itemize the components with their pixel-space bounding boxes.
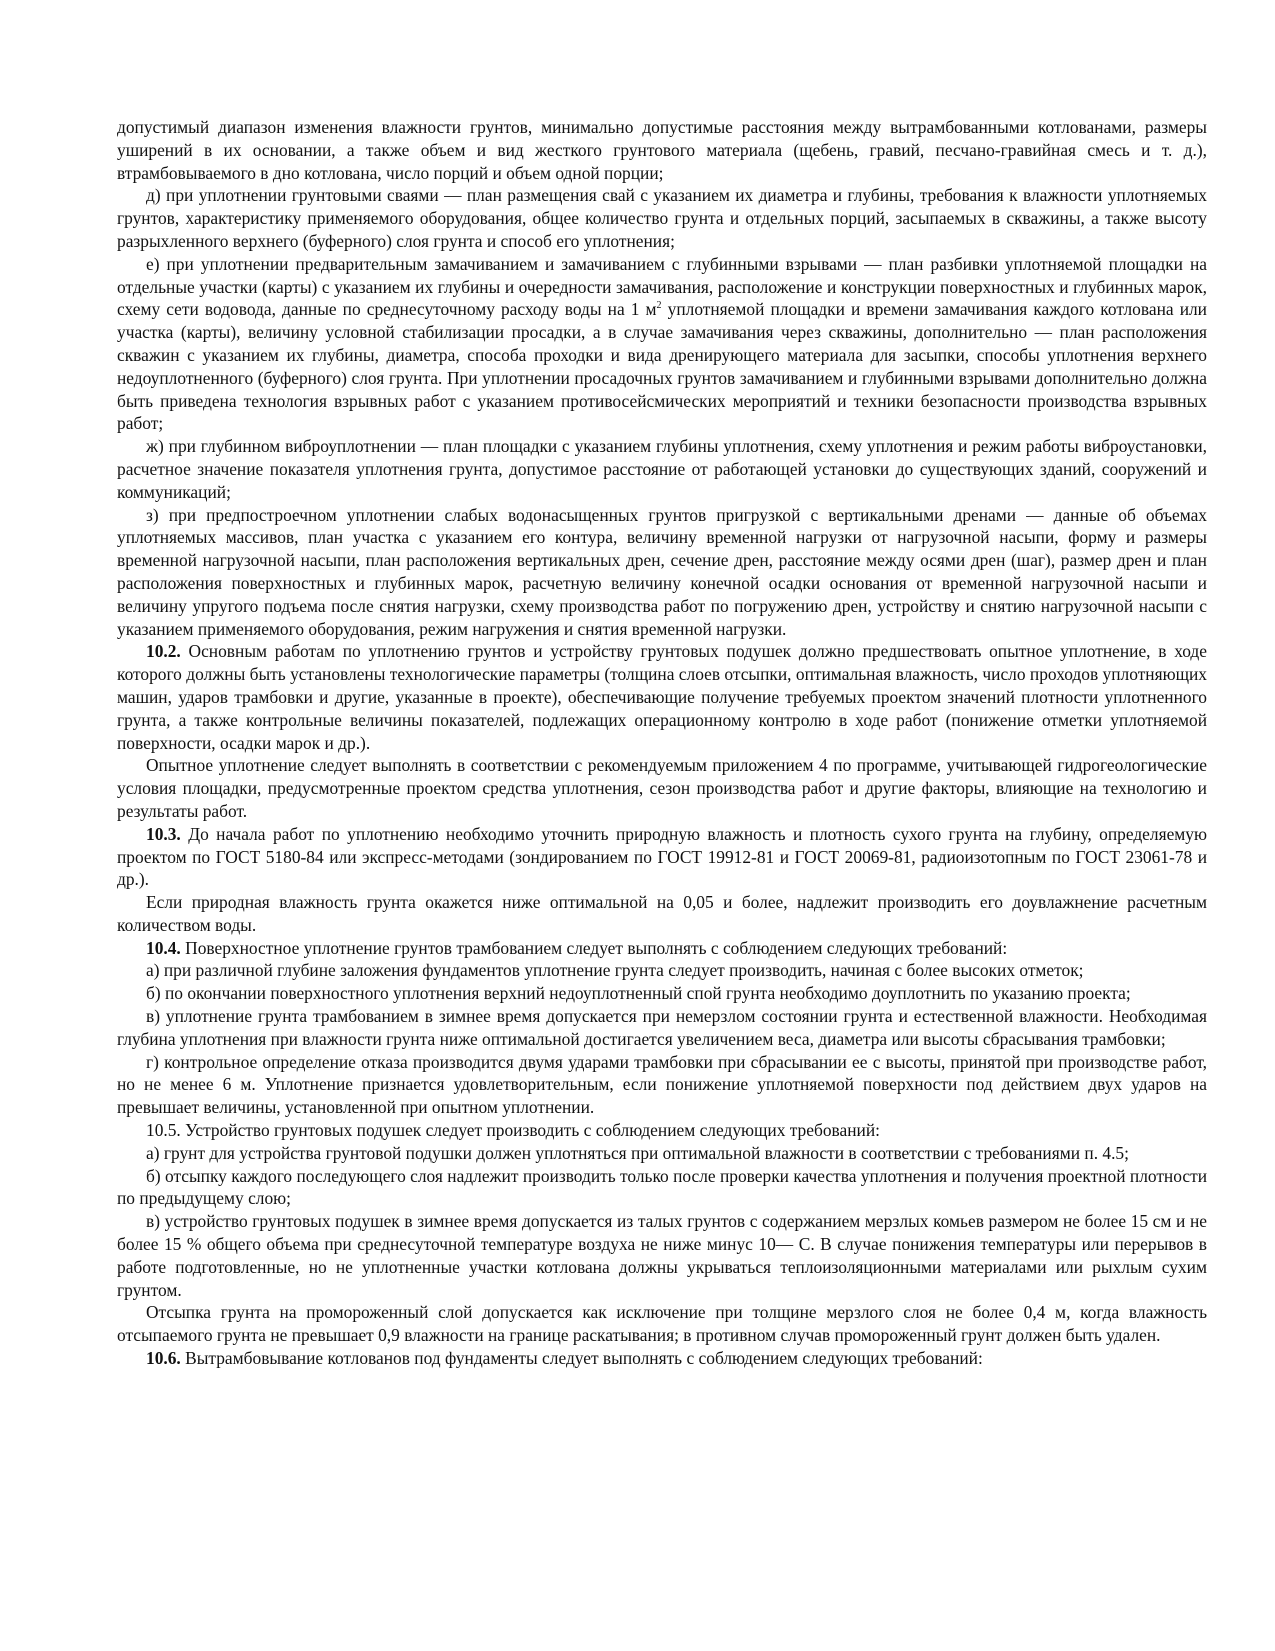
paragraph-continuation: допустимый диапазон изменения влажности грунтов, минимально допустимые расстояния между вытрамбованными котлованами, размеры уширений в их основании, а также объем и вид жесткого грунтового материала (щебень, гравий, песчано-гравийная смесь и т. д.), втрамбовываемого в дно котлована, число порций и объем одной порции; — [117, 117, 1207, 183]
paragraph-10-4: 10.4. Поверхностное уплотнение грунтов трамбованием следует выполнять с соблюдением следующих требований: — [146, 937, 1008, 958]
paragraph-10-4-b: б) по окончании поверхностного уплотнения верхний недоуплотненный спой грунта необходимо доуплотнить по указанию проекта; — [146, 983, 1131, 1004]
paragraph-10-2: 10.2. Основным работам по уплотнению грунтов и устройству грунтовых подушек должно предшествовать опытное уплотнение, в ходе которого должны быть установлены технологические параметры (толщина слоев отсыпки, оптимальная влажность, число проходов уплотняющих машин, ударов трамбовки и другие, указанные в проекте), обеспечивающие получение требуемых проектом значений плотности уплотненного грунта, а также контрольные величины показателей, подлежащих операционному контролю в ходе работ (понижение отметки уплотняемой поверхности, осадки марок и др.). — [117, 641, 1207, 753]
paragraph-10-4-a: а) при различной глубине заложения фундаментов уплотнение грунта следует производить, начиная с более высоких отметок; — [146, 960, 1084, 981]
paragraph-10-5-a: а) грунт для устройства грунтовой подушки должен уплотняться при оптимальной влажности в соответствии с требованиями п. 4.5; — [146, 1142, 1129, 1163]
paragraph-item-d: д) при уплотнении грунтовыми сваями — план размещения свай с указанием их диаметра и глубины, требования к влажности уплотняемых грунтов, характеристику применяемого оборудования, общее количество грунта и отдельных порций, засыпаемых в скважины, а также высоту разрыхленного верхнего (буферного) слоя грунта и способ его уплотнения; — [117, 185, 1207, 251]
section-number: 10.4. — [146, 937, 181, 958]
section-number: 10.2. — [146, 641, 181, 662]
paragraph-10-5: 10.5. Устройство грунтовых подушек следует производить с соблюдением следующих требований: — [146, 1120, 880, 1141]
paragraph-10-6: 10.6. Вытрамбовывание котлованов под фундаменты следует выполнять с соблюдением следующих требований: — [146, 1348, 983, 1369]
paragraph-10-5-b: б) отсыпку каждого последующего слоя надлежит производить только после проверки качества уплотнения и получения проектной плотности по предыдущему слою; — [117, 1165, 1207, 1209]
superscript: 2 — [656, 300, 662, 312]
paragraph-item-e: е) при уплотнении предварительным замачиванием и замачиванием с глубинными взрывами — план разбивки уплотняемой площадки на отдельные участки (карты) с указанием их глубины и очередности замачивания, расположение и конструкции поверхностных и глубинных марок, схему сети водовода, данные по среднесуточному расходу воды на 1 $м^2$ уплотняемой площадки и времени замачивания каждого котлована или участка (карты), величину условной стабилизации просадки, а в случае замачивания через скважины, дополнительно — план расположения скважин с указанием их глубины, диаметра, способа проходки и вида дренирующего материала для засыпки, способы уплотнения верхнего недоуплотненного (буферного) слоя грунта. При уплотнении просадочных грунтов замачиванием и глубинными взрывами дополнительно должна быть приведена технология взрывных работ с указанием противосейсмических мероприятий и техники безопасности производства взрывных работ; — [117, 253, 1207, 434]
paragraph-item-zh: ж) при глубинном виброуплотнении — план площадки с указанием глубины уплотнения, схему уплотнения и режим работы виброустановки, расчетное значение показателя уплотнения грунта, допустимое расстояние от работающей установки до существующих зданий, сооружений и коммуникаций; — [117, 436, 1207, 502]
paragraph-10-3: 10.3. До начала работ по уплотнению необходимо уточнить природную влажность и плотность сухого грунта на глубину, определяемую проектом по ГОСТ 5180-84 или экспресс-методами (зондированием по ГОСТ 19912-81 и ГОСТ 20069-81, радиоизотопным по ГОСТ 23061-78 и др.). — [117, 823, 1207, 890]
section-number: 10.6. — [146, 1348, 181, 1369]
paragraph-moisture: Если природная влажность грунта окажется ниже оптимальной на 0,05 и более, надлежит производить его доувлажнение расчетным количеством воды. — [117, 892, 1207, 935]
paragraph-experimental-compaction: Опытное уплотнение следует выполнять в соответствии с рекомендуемым приложением 4 по программе, учитывающей гидрогеологические условия площадки, предусмотренные проектом средства уплотнения, сезон производства работ и другие факторы, влияющие на технологию и результаты работ. — [117, 755, 1207, 821]
document-page — [117, 116, 1207, 1370]
paragraph-frozen-layer: Отсыпка грунта на промороженный слой допускается как исключение при толщине мерзлого слоя не более 0,4 м, когда влажность отсыпаемого грунта не превышает 0,9 влажности на границе раскатывания; в противном случав промороженный грунт должен быть удален. — [117, 1302, 1207, 1346]
paragraph-10-4-g: г) контрольное определение отказа производится двумя ударами трамбовки при сбрасывании ее с высоты, принятой при производстве работ, но не менее 6 м. Уплотнение признается удовлетворительным, если понижение уплотняемой поверхности под действием двух ударов на превышает величины, установленной при опытном уплотнении. — [117, 1051, 1207, 1118]
paragraph-10-5-v: в) устройство грунтовых подушек в зимнее время допускается из талых грунтов с содержанием мерзлых комьев размером не более 15 см и не более 15 % общего объема при среднесуточной температуре воздуха не ниже минус 10— С. В случае понижения температуры или перерывов в работе подготовленные, но не уплотненные участки котлована должны укрываться теплоизоляционными материалами или рыхлым сухим грунтом. — [117, 1211, 1207, 1300]
section-number: 10.3. — [146, 823, 181, 844]
paragraph-item-z: з) при предпостроечном уплотнении слабых водонасыщенных грунтов пригрузкой с вертикальными дренами — данные об объемах уплотняемых массивов, план участка с указанием его контура, величину временной нагрузки от нагрузочной насыпи, форму и размеры временной нагрузочной насыпи, план расположения вертикальных дрен, сечение дрен, расстояние между осями дрен (шаг), размер дрен и план расположения поверхностных и глубинных марок, расчетную величину конечной осадки основания от временной нагрузочной насыпи и величину упругого подъема после снятия нагрузки, схему производства работ по погружению дрен, устройству и снятию нагрузочной насыпи с указанием применяемого оборудования, режим нагружения и снятия временной нагрузки. — [117, 504, 1207, 639]
paragraph-10-4-v: в) уплотнение грунта трамбованием в зимнее время допускается при немерзлом состоянии грунта и естественной влажности. Необходимая глубина уплотнения при влажности грунта ниже оптимальной достигается увеличением веса, диаметра или высоты сбрасывания трамбовки; — [117, 1006, 1207, 1049]
